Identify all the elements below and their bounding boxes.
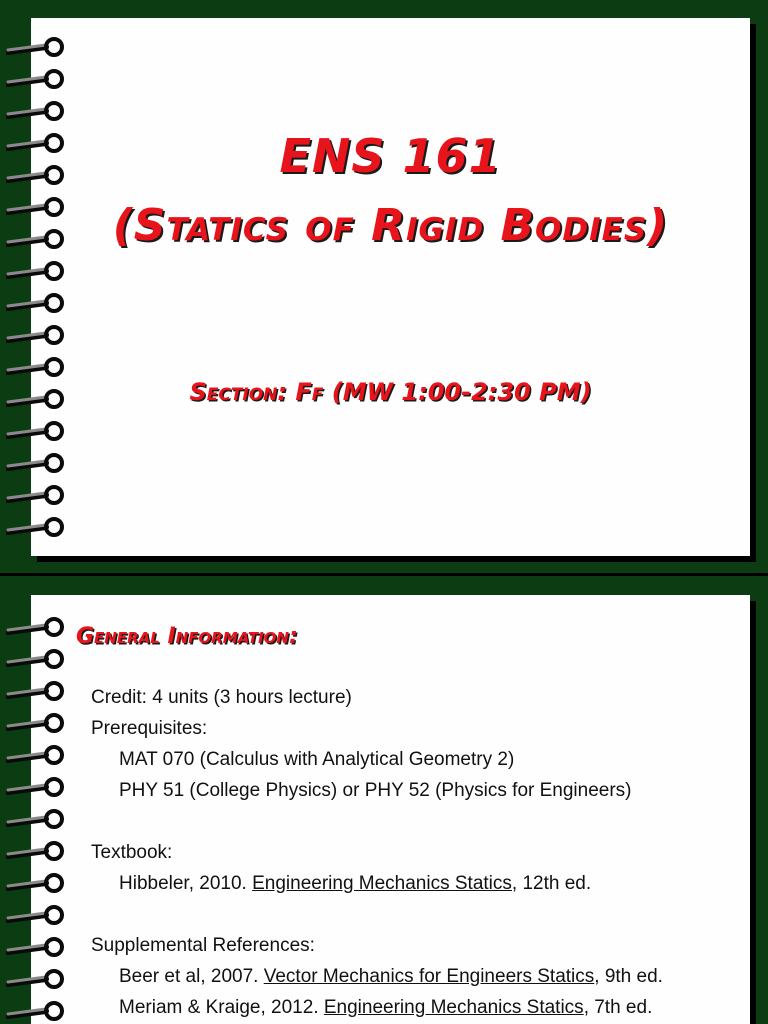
citation-title: Vector Mechanics for Engineers Statics [263,966,595,987]
supplemental-references-label: Supplemental References: [91,935,315,956]
textbook-label: Textbook: [91,842,173,863]
course-title: (Statics of Rigid Bodies) [112,200,669,251]
spiral-ring-icon [6,100,66,122]
spiral-ring-icon [6,680,66,702]
citation-edition: , 7th ed. [583,997,653,1018]
spiral-ring-icon [6,516,66,538]
citation-title: Engineering Mechanics Statics [252,873,512,894]
spiral-binding [0,576,70,1024]
citation-title: Engineering Mechanics Statics [323,997,584,1018]
spiral-ring-icon [6,616,66,638]
course-code: ENS 161 [279,129,502,183]
citation-author-year: Meriam & Kraige, 2012. [119,997,324,1018]
textbook-citation [91,868,741,899]
spiral-binding [0,0,70,573]
spiral-ring-icon [6,744,66,766]
spiral-ring-icon [6,712,66,734]
reference-citation [91,992,741,1023]
spiral-ring-icon [6,1000,66,1022]
spiral-ring-icon [6,904,66,926]
spiral-ring-icon [6,420,66,442]
slide-general-information [0,576,768,1024]
spiral-ring-icon [6,452,66,474]
spiral-ring-icon [6,324,66,346]
section-schedule: Section: Ff (MW 1:00-2:30 PM) [189,378,592,406]
section-heading: General Information: [76,624,298,649]
spiral-ring-icon [6,484,66,506]
spiral-ring-icon [6,936,66,958]
spiral-ring-icon [6,648,66,670]
spiral-ring-icon [6,872,66,894]
spiral-ring-icon [6,840,66,862]
credit-line: Credit: 4 units (3 hours lecture) [91,687,352,708]
spiral-ring-icon [6,968,66,990]
citation-edition: , 9th ed. [594,966,663,987]
spiral-ring-icon [6,776,66,798]
spiral-ring-icon [6,68,66,90]
prerequisites-label: Prerequisites: [91,718,208,739]
spiral-ring-icon [6,356,66,378]
spiral-ring-icon [6,808,66,830]
prerequisite-item: PHY 51 (College Physics) or PHY 52 (Physics for Engineers) [119,780,632,801]
notebook-page [31,18,750,556]
citation-edition: , 12th ed. [511,873,592,894]
reference-citation [91,961,741,992]
prerequisite-item: MAT 070 (Calculus with Analytical Geometry 2) [119,749,515,770]
general-info-list [91,682,741,1023]
spiral-ring-icon [6,36,66,58]
citation-author-year: Hibbeler, 2010. [119,873,253,894]
citation-author-year: Beer et al, 2007. [119,966,264,987]
spiral-ring-icon [6,292,66,314]
spiral-ring-icon [6,260,66,282]
